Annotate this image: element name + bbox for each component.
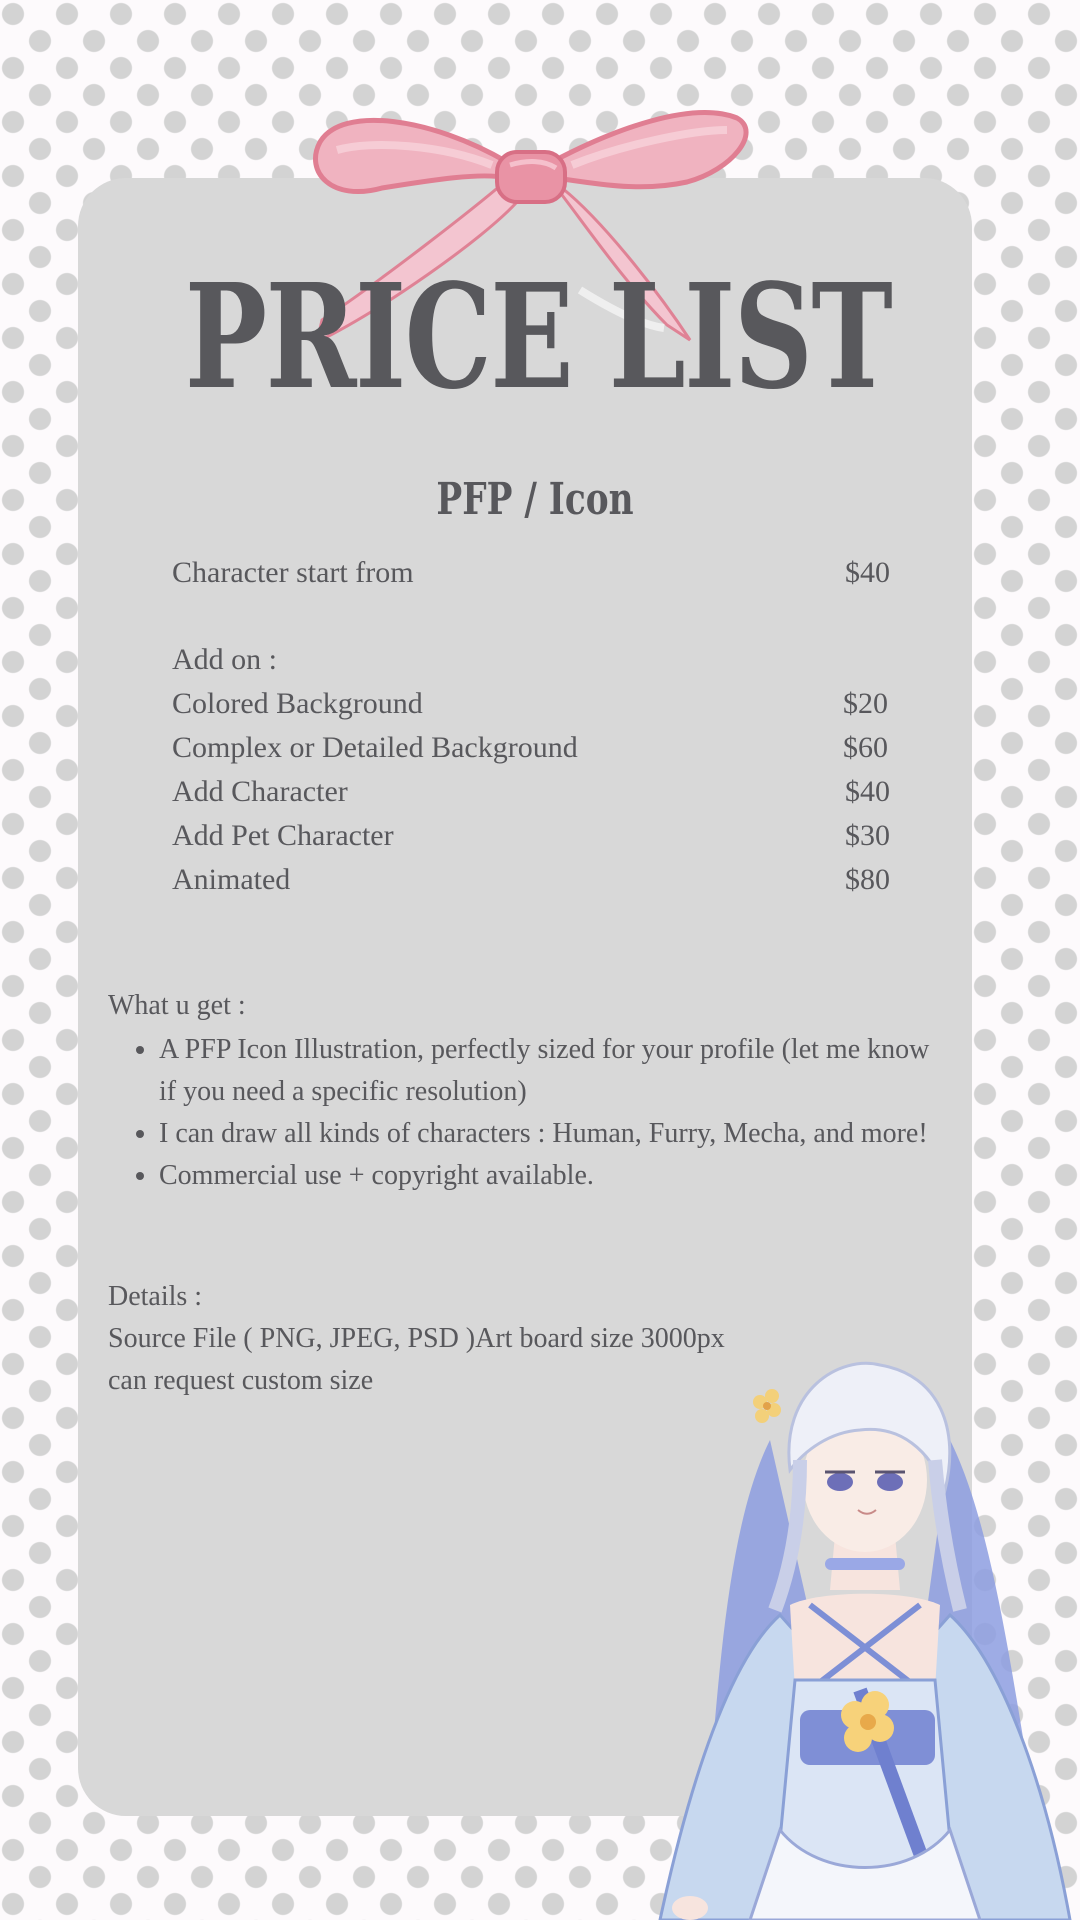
price-label: Complex or Detailed Background: [172, 731, 578, 764]
anime-girl-illustration: [650, 1360, 1080, 1920]
what-you-get-list: [108, 1029, 939, 1197]
price-value: $60: [843, 731, 888, 764]
what-you-get-heading: What u get :: [108, 990, 246, 1021]
details-heading: Details :: [108, 1281, 203, 1312]
price-value: $20: [843, 687, 888, 720]
price-label: Colored Background: [172, 687, 423, 720]
price-label: Add Pet Character: [172, 819, 394, 852]
flower-icon: [753, 1389, 781, 1423]
price-value: $40: [845, 556, 890, 589]
list-item: • A PFP Icon Illustration, perfectly sized for your profile (let me know if you need a specific resolution): [159, 1029, 939, 1113]
price-label: Add Character: [172, 775, 348, 808]
details-line: Source File ( PNG, JPEG, PSD )Art board size 3000px: [108, 1323, 725, 1354]
details-line: can request custom size: [108, 1365, 374, 1396]
list-item: • I can draw all kinds of characters : Human, Furry, Mecha, and more!: [159, 1113, 939, 1155]
price-label: Character start from: [172, 556, 414, 589]
price-value: $80: [845, 863, 890, 896]
price-value: $40: [845, 775, 890, 808]
list-item: • Commercial use + copyright available.: [159, 1155, 939, 1197]
price-label: Animated: [172, 863, 291, 896]
section-title: PFP / Icon: [436, 474, 634, 525]
page-title: PRICE LIST: [184, 252, 892, 421]
price-value: $30: [845, 819, 890, 852]
